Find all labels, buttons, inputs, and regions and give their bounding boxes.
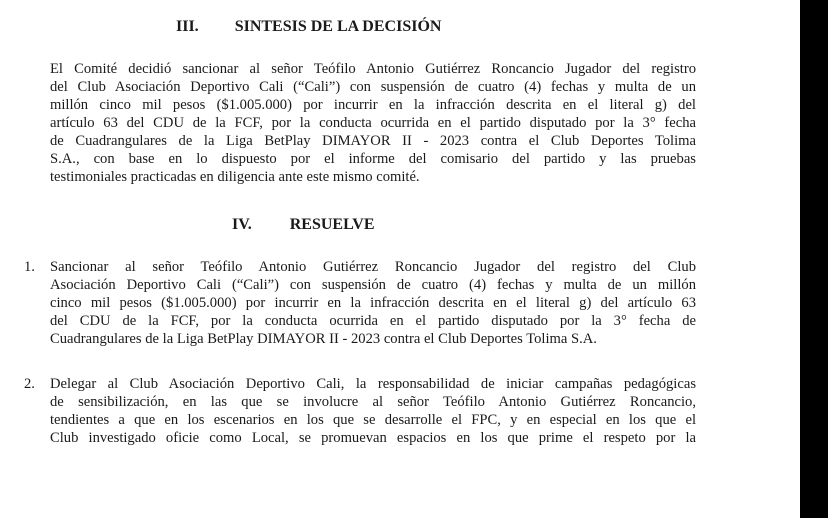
section-4-number: IV. bbox=[232, 216, 252, 233]
section-3-number: III. bbox=[176, 18, 199, 35]
page-edge-bar bbox=[800, 0, 828, 518]
item-line: cinco mil pesos ($1.005.000) por incurrir en la infracción descrita en el literal g) del artículo 63 bbox=[50, 295, 696, 311]
item-line: Asociación Deportivo Cali (“Cali”) con suspensión de cuatro (4) fechas y multa de un millón bbox=[50, 277, 696, 293]
item-line: Cuadrangulares de la Liga BetPlay DIMAYOR II - 2023 contra el Club Deportes Tolima S.A. bbox=[50, 331, 597, 347]
paragraph-line: de Cuadrangulares de la Liga BetPlay DIMAYOR II - 2023 contra el Club Deportes Tolima bbox=[50, 133, 696, 149]
item-line: Club investigado oficie como Local, se promuevan espacios en los que prime el respeto por la bbox=[50, 430, 696, 446]
paragraph-line: millón cinco mil pesos ($1.005.000) por incurrir en la infracción descrita en el literal g) del bbox=[50, 97, 696, 113]
section-4-heading bbox=[232, 215, 375, 235]
item-number: 2. bbox=[24, 376, 35, 392]
section-3-title: SINTESIS DE LA DECISIÓN bbox=[234, 18, 442, 35]
item-line: Sancionar al señor Teófilo Antonio Gutiérrez Roncancio Jugador del registro del Club bbox=[50, 259, 696, 275]
paragraph-line: del Club Asociación Deportivo Cali (“Cali”) con suspensión de cuatro (4) fechas y multa de un bbox=[50, 79, 696, 95]
paragraph-line: S.A., con base en lo dispuesto por el informe del comisario del partido y las pruebas bbox=[50, 151, 696, 167]
paragraph-line: El Comité decidió sancionar al señor Teófilo Antonio Gutiérrez Roncancio Jugador del registro bbox=[50, 61, 696, 77]
paragraph-line: testimoniales practicadas en diligencia ante este mismo comité. bbox=[50, 169, 420, 185]
item-line: tendientes a que en los escenarios en los que se desarrolle el FPC, y en especial en los que el bbox=[50, 412, 696, 428]
item-line: Delegar al Club Asociación Deportivo Cali, la responsabilidad de iniciar campañas pedagógicas bbox=[50, 376, 696, 392]
paragraph-line: artículo 63 del CDU de la FCF, por la conducta ocurrida en el partido disputado por la 3° fecha bbox=[50, 115, 696, 131]
item-number: 1. bbox=[24, 259, 35, 275]
item-line: de sensibilización, en las que se involucre al señor Teófilo Antonio Gutiérrez Roncancio, bbox=[50, 394, 696, 410]
section-4-title: RESUELVE bbox=[289, 216, 375, 233]
item-line: del CDU de la FCF, por la conducta ocurrida en el partido disputado por la 3° fecha de bbox=[50, 313, 696, 329]
section-3-heading bbox=[176, 17, 441, 37]
